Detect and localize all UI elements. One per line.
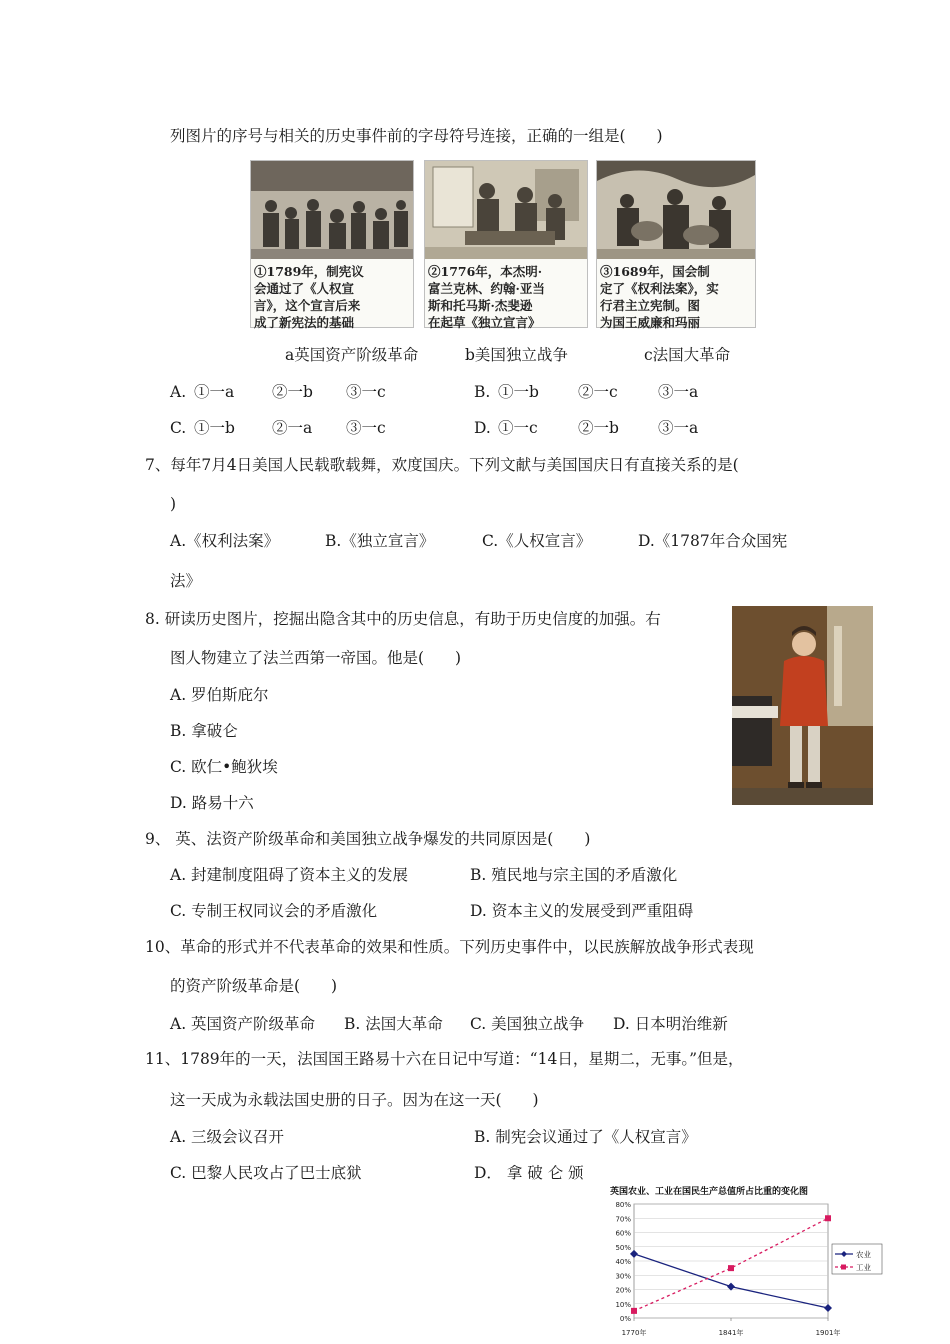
q10-option-c[interactable]: C. 美国独立战争 bbox=[470, 1015, 585, 1033]
q11-option-a[interactable]: A. 三级会议召开 bbox=[170, 1128, 285, 1146]
chart-y-tick-label: 20% bbox=[615, 1286, 631, 1295]
q6-option-a-part: ①一a bbox=[194, 383, 235, 401]
q6-stem: 列图片的序号与相关的历史事件前的字母符号连接，正确的一组是( ) bbox=[170, 127, 663, 145]
william-and-mary-image bbox=[597, 161, 755, 259]
q6-option-a-part: ③一c bbox=[346, 383, 386, 401]
q7-stem-line2: ) bbox=[170, 495, 177, 513]
chart-y-tick-label: 50% bbox=[615, 1243, 631, 1252]
q10-option-d[interactable]: D. 日本明治维新 bbox=[613, 1015, 728, 1033]
chart-point bbox=[631, 1308, 637, 1314]
q6-option-b-part: ③一a bbox=[658, 383, 699, 401]
picture-2-caption: ②1776年，本杰明· 富兰克林、约翰·亚当 斯和托马斯·杰斐逊 在起草《独立宣言》 bbox=[428, 264, 545, 330]
q6-option-d-letter[interactable]: D. bbox=[474, 419, 491, 437]
q7-stem-line1: 7、每年7月4日美国人民载歌载舞，欢度国庆。下列文献与美国国庆日有直接关系的是( bbox=[145, 456, 739, 474]
chart-y-tick-label: 30% bbox=[615, 1272, 631, 1281]
chart-legend-label: 工业 bbox=[856, 1263, 871, 1272]
q11-option-d[interactable]: D． 拿 破 仑 颁 bbox=[474, 1164, 584, 1182]
q11-option-c[interactable]: C. 巴黎人民攻占了巴士底狱 bbox=[170, 1164, 362, 1182]
q7-option-c[interactable]: C.《人权宣言》 bbox=[482, 532, 592, 550]
chart-y-tick-label: 10% bbox=[615, 1300, 631, 1309]
q10-stem-line2: 的资产阶级革命是( ) bbox=[170, 977, 338, 995]
picture-1-caption: ①1789年，制宪议 会通过了《人权宣 言》，这个宣言后来 成了新宪法的基础 bbox=[254, 264, 364, 330]
q6-option-d-part: ②一b bbox=[578, 419, 619, 437]
picture-3-caption: ③1689年，国会制 定了《权利法案》，实 行君主立宪制。图 为国王威廉和玛丽 bbox=[600, 264, 719, 330]
napoleon-portrait-image bbox=[732, 606, 873, 805]
chart-legend-label: 农业 bbox=[856, 1250, 871, 1259]
chart-y-tick-label: 40% bbox=[615, 1258, 631, 1266]
chart-x-tick-label: 1770年 bbox=[621, 1329, 647, 1337]
q6-option-c-letter[interactable]: C. bbox=[170, 419, 187, 437]
q6-option-a-part: ②一b bbox=[272, 383, 313, 401]
chart-legend-marker bbox=[841, 1265, 846, 1270]
chart-y-tick-label: 60% bbox=[615, 1229, 631, 1238]
chart-y-tick-label: 70% bbox=[615, 1215, 631, 1224]
chart-y-tick-label: 0% bbox=[619, 1315, 631, 1323]
q10-option-a[interactable]: A. 英国资产阶级革命 bbox=[170, 1015, 316, 1033]
chart-title: 英国农业、工业在国民生产总值所占比重的变化图 bbox=[610, 1187, 809, 1197]
q7-option-d-continued: 法》 bbox=[170, 572, 202, 590]
picture-3 bbox=[596, 160, 756, 328]
q9-option-b[interactable]: B. 殖民地与宗主国的矛盾激化 bbox=[470, 866, 678, 884]
q9-option-c[interactable]: C. 专制王权同议会的矛盾激化 bbox=[170, 902, 378, 920]
q6-option-c-part: ②一a bbox=[272, 419, 313, 437]
q7-option-d[interactable]: D.《1787年合众国宪 bbox=[638, 532, 788, 550]
q10-stem-line1: 10、革命的形式并不代表革命的效果和性质。下列历史事件中，以民族解放战争形式表现 bbox=[145, 938, 754, 956]
event-c: c法国大革命 bbox=[644, 346, 731, 364]
event-a: a英国资产阶级革命 bbox=[285, 346, 419, 364]
q9-option-d[interactable]: D. 资本主义的发展受到严重阻碍 bbox=[470, 902, 694, 920]
q8-option-b[interactable]: B. 拿破仑 bbox=[170, 722, 238, 740]
q10-option-b[interactable]: B. 法国大革命 bbox=[344, 1015, 443, 1033]
q6-option-b-part: ②一c bbox=[578, 383, 618, 401]
q9-option-a[interactable]: A. 封建制度阻碍了资本主义的发展 bbox=[170, 866, 409, 884]
q6-option-a-letter[interactable]: A. bbox=[170, 383, 187, 401]
q6-option-b-part: ①一b bbox=[498, 383, 539, 401]
declaration-drafting-image bbox=[425, 161, 587, 259]
q7-option-a[interactable]: A.《权利法案》 bbox=[170, 532, 280, 550]
chart-x-tick-label: 1841年 bbox=[718, 1329, 744, 1337]
q11-option-b[interactable]: B. 制宪会议通过了《人权宣言》 bbox=[474, 1128, 697, 1146]
q8-stem-line1: 8. 研读历史图片，挖掘出隐含其中的历史信息，有助于历史信度的加强。右 bbox=[145, 610, 661, 628]
q11-stem-line1: 11、1789年的一天，法国国王路易十六在日记中写道：“14日，星期二，无事。”但是， bbox=[145, 1050, 744, 1068]
chart-y-tick-label: 80% bbox=[615, 1201, 631, 1209]
q6-option-d-part: ③一a bbox=[658, 419, 699, 437]
event-b: b美国独立战争 bbox=[465, 346, 568, 364]
q8-option-a[interactable]: A. 罗伯斯庇尔 bbox=[170, 686, 269, 704]
chart-point bbox=[825, 1215, 831, 1221]
q7-option-b[interactable]: B.《独立宣言》 bbox=[325, 532, 435, 550]
chart-x-tick-label: 1901年 bbox=[815, 1329, 841, 1337]
picture-1 bbox=[250, 160, 414, 328]
chart-point bbox=[728, 1265, 734, 1271]
q6-option-d-part: ①一c bbox=[498, 419, 538, 437]
q11-stem-line2: 这一天成为永载法国史册的日子。因为在这一天( ) bbox=[170, 1091, 539, 1109]
q8-option-d[interactable]: D. 路易十六 bbox=[170, 794, 254, 812]
q8-stem-line2: 图人物建立了法兰西第一帝国。他是( ) bbox=[170, 649, 462, 667]
q6-option-c-part: ①一b bbox=[194, 419, 235, 437]
q6-option-c-part: ③一c bbox=[346, 419, 386, 437]
q8-option-c[interactable]: C. 欧仁•鲍狄埃 bbox=[170, 758, 278, 776]
q6-option-b-letter[interactable]: B. bbox=[474, 383, 491, 401]
agriculture-industry-chart bbox=[606, 1182, 886, 1344]
assembly-scene-image bbox=[251, 161, 413, 259]
q9-stem: 9、 英、法资产阶级革命和美国独立战争爆发的共同原因是( ) bbox=[145, 830, 591, 848]
picture-2 bbox=[424, 160, 588, 328]
